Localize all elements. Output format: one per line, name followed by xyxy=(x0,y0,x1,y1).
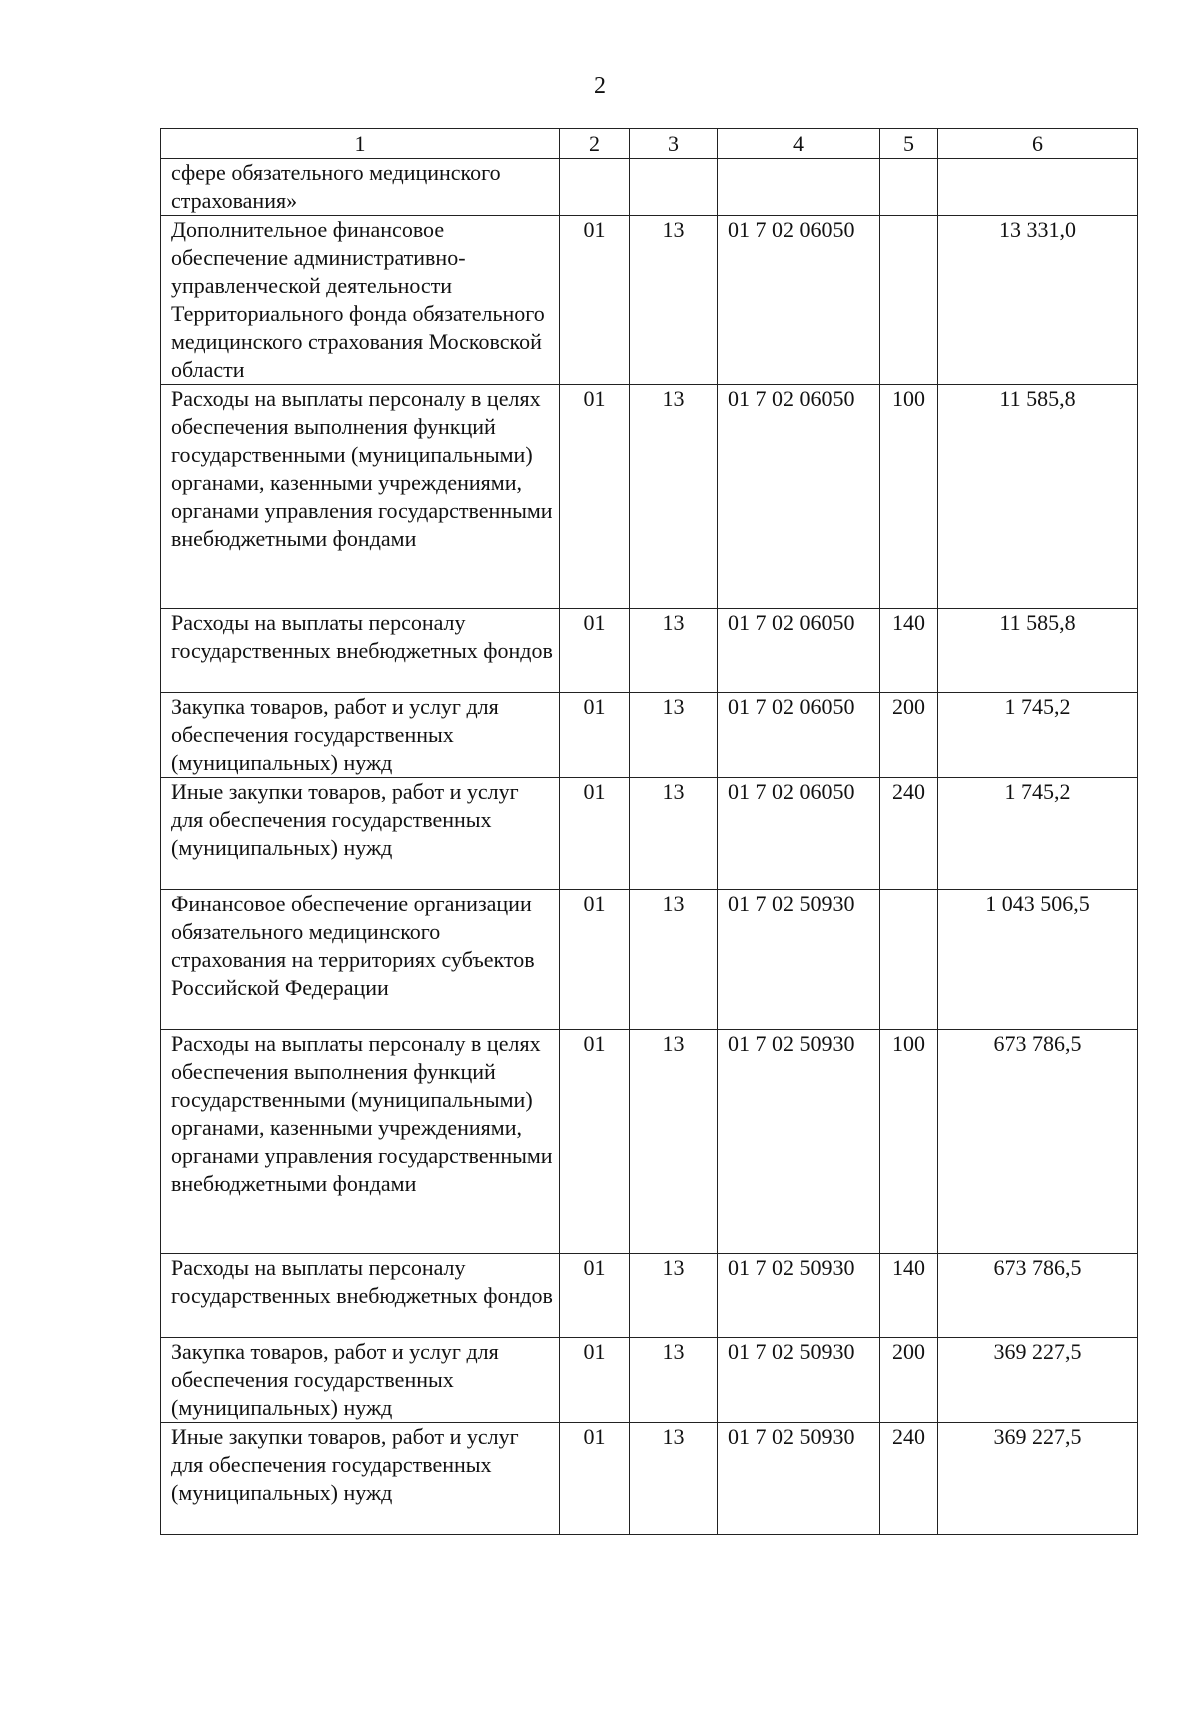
row-subsection-code: 13 xyxy=(630,693,718,778)
column-header-3: 3 xyxy=(630,129,718,159)
column-header-6: 6 xyxy=(938,129,1138,159)
row-section-code xyxy=(560,159,630,216)
row-amount: 11 585,8 xyxy=(938,385,1138,609)
row-target-code: 01 7 02 50930 xyxy=(718,1423,880,1535)
table-row xyxy=(161,1030,1138,1254)
row-expense-type-code: 240 xyxy=(880,1423,938,1535)
row-subsection-code: 13 xyxy=(630,890,718,1030)
column-header-1: 1 xyxy=(161,129,560,159)
row-subsection-code: 13 xyxy=(630,1338,718,1423)
row-target-code: 01 7 02 50930 xyxy=(718,1254,880,1338)
row-subsection-code: 13 xyxy=(630,385,718,609)
row-description: Финансовое обеспечение организации обязательного медицинского страхования на территориях субъектов Российской Федерации xyxy=(161,890,560,1030)
row-description: Закупка товаров, работ и услуг для обеспечения государственных (муниципальных) нужд xyxy=(161,693,560,778)
row-description: Дополнительное финансовое обеспечение административно-управленческой деятельности Территориального фонда обязательного медицинского страхования Московской области xyxy=(161,216,560,385)
table-row xyxy=(161,778,1138,890)
row-amount: 1 745,2 xyxy=(938,778,1138,890)
row-expense-type-code: 200 xyxy=(880,693,938,778)
row-target-code: 01 7 02 50930 xyxy=(718,1338,880,1423)
table-row xyxy=(161,609,1138,693)
row-target-code: 01 7 02 06050 xyxy=(718,385,880,609)
row-target-code xyxy=(718,159,880,216)
row-description: Расходы на выплаты персоналу государственных внебюджетных фондов xyxy=(161,1254,560,1338)
row-description: Иные закупки товаров, работ и услуг для обеспечения государственных (муниципальных) нужд xyxy=(161,1423,560,1535)
table-header-row xyxy=(161,129,1138,159)
row-description: Расходы на выплаты персоналу государственных внебюджетных фондов xyxy=(161,609,560,693)
row-description: Иные закупки товаров, работ и услуг для обеспечения государственных (муниципальных) нужд xyxy=(161,778,560,890)
row-description: Расходы на выплаты персоналу в целях обеспечения выполнения функций государственными (муниципальными) органами, казенными учреждениями, органами управления государственными внебюджетными фондами xyxy=(161,1030,560,1254)
row-amount: 1 043 506,5 xyxy=(938,890,1138,1030)
row-target-code: 01 7 02 50930 xyxy=(718,890,880,1030)
row-amount: 13 331,0 xyxy=(938,216,1138,385)
budget-table xyxy=(160,128,1138,1535)
table-row xyxy=(161,385,1138,609)
row-expense-type-code: 140 xyxy=(880,1254,938,1338)
page-number: 2 xyxy=(594,73,606,99)
row-subsection-code: 13 xyxy=(630,778,718,890)
row-subsection-code: 13 xyxy=(630,1423,718,1535)
column-header-2: 2 xyxy=(560,129,630,159)
row-subsection-code: 13 xyxy=(630,1030,718,1254)
row-amount: 673 786,5 xyxy=(938,1030,1138,1254)
row-section-code: 01 xyxy=(560,1423,630,1535)
row-subsection-code: 13 xyxy=(630,609,718,693)
table-row xyxy=(161,890,1138,1030)
column-header-4: 4 xyxy=(718,129,880,159)
row-section-code: 01 xyxy=(560,693,630,778)
row-section-code: 01 xyxy=(560,1254,630,1338)
row-expense-type-code: 100 xyxy=(880,1030,938,1254)
row-amount: 1 745,2 xyxy=(938,693,1138,778)
row-description: Закупка товаров, работ и услуг для обеспечения государственных (муниципальных) нужд xyxy=(161,1338,560,1423)
row-target-code: 01 7 02 06050 xyxy=(718,216,880,385)
row-section-code: 01 xyxy=(560,778,630,890)
row-target-code: 01 7 02 50930 xyxy=(718,1030,880,1254)
table-row xyxy=(161,159,1138,216)
row-target-code: 01 7 02 06050 xyxy=(718,693,880,778)
table-row xyxy=(161,1338,1138,1423)
row-expense-type-code: 200 xyxy=(880,1338,938,1423)
row-expense-type-code xyxy=(880,159,938,216)
row-amount: 673 786,5 xyxy=(938,1254,1138,1338)
row-amount xyxy=(938,159,1138,216)
row-subsection-code: 13 xyxy=(630,216,718,385)
row-amount: 11 585,8 xyxy=(938,609,1138,693)
row-expense-type-code: 100 xyxy=(880,385,938,609)
table-row xyxy=(161,693,1138,778)
row-subsection-code: 13 xyxy=(630,1254,718,1338)
row-section-code: 01 xyxy=(560,890,630,1030)
row-description: сфере обязательного медицинского страхования» xyxy=(161,159,560,216)
row-section-code: 01 xyxy=(560,609,630,693)
row-expense-type-code xyxy=(880,216,938,385)
row-expense-type-code: 240 xyxy=(880,778,938,890)
row-section-code: 01 xyxy=(560,1338,630,1423)
row-target-code: 01 7 02 06050 xyxy=(718,778,880,890)
column-header-5: 5 xyxy=(880,129,938,159)
row-target-code: 01 7 02 06050 xyxy=(718,609,880,693)
row-amount: 369 227,5 xyxy=(938,1423,1138,1535)
row-description: Расходы на выплаты персоналу в целях обеспечения выполнения функций государственными (муниципальными) органами, казенными учреждениями, органами управления государственными внебюджетными фондами xyxy=(161,385,560,609)
row-section-code: 01 xyxy=(560,1030,630,1254)
table-row xyxy=(161,1423,1138,1535)
table-row xyxy=(161,216,1138,385)
table-row xyxy=(161,1254,1138,1338)
row-section-code: 01 xyxy=(560,385,630,609)
row-expense-type-code: 140 xyxy=(880,609,938,693)
row-subsection-code xyxy=(630,159,718,216)
row-section-code: 01 xyxy=(560,216,630,385)
row-amount: 369 227,5 xyxy=(938,1338,1138,1423)
row-expense-type-code xyxy=(880,890,938,1030)
